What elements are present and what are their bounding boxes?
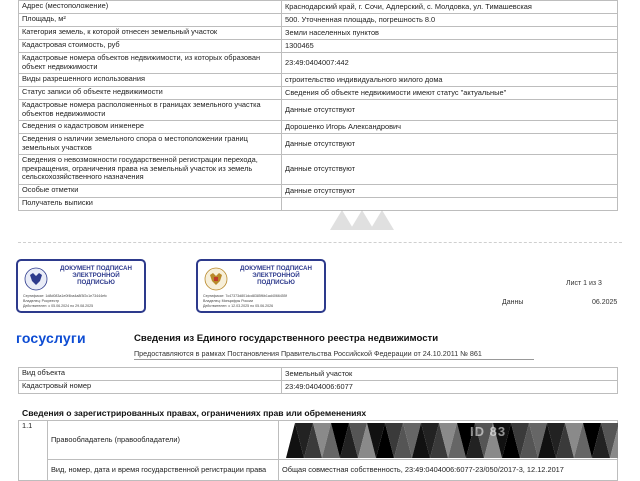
page-marker: Лист 1 из 3 (566, 280, 602, 287)
stamp-validity: Действителен: с 12.03.2025 по 05.06.2026 (203, 304, 274, 308)
rights-index: 1.1 (19, 421, 48, 481)
object-table (18, 367, 618, 394)
stamp-title-line: ПОДПИСЬЮ (257, 279, 295, 286)
table-row (19, 74, 618, 87)
row-value: Данные отсутствуют (282, 155, 618, 185)
table-row (19, 121, 618, 134)
table-row (19, 381, 618, 394)
table-row (19, 185, 618, 198)
row-label: Особые отметки (19, 185, 282, 198)
redaction-mosaic (286, 421, 618, 458)
row-value: 23:49:0404006:6077 (282, 381, 618, 394)
stamp-title-line: ДОКУМЕНТ ПОДПИСАН (60, 265, 132, 272)
table-row (19, 40, 618, 53)
rights-holder-label: Правообладатель (правообладатели) (48, 421, 279, 460)
stamp-title-line: ДОКУМЕНТ ПОДПИСАН (240, 265, 312, 272)
table-row (19, 198, 618, 211)
table-row (19, 53, 618, 74)
page-subtitle: Предоставляются в рамках Постановления Правительства Российской Федерации от 24.10.2011 № 861 (134, 349, 482, 358)
table-row (19, 87, 618, 100)
row-value: Земельный участок (282, 368, 618, 381)
rights-registration-value: Общая совместная собственность, 23:49:0404006:6077-23/050/2017-3, 12.12.2017 (279, 460, 618, 481)
date-fragment-end: 06.2025 (592, 299, 618, 306)
row-value: Данные отсутствуют (282, 185, 618, 198)
coat-of-arms-icon (24, 267, 48, 291)
header-rule (134, 359, 534, 360)
property-details-table (18, 0, 618, 211)
stamp-title-line: ПОДПИСЬЮ (77, 279, 115, 286)
row-label: Кадастровые номера объектов недвижимости, из которых образован объект недвижимости (19, 53, 282, 74)
row-value: Краснодарский край, г. Сочи, Адлерский, с. Молдовка, ул. Тимашевская (282, 1, 618, 14)
stamp-title-line: ЭЛЕКТРОННОЙ (252, 272, 300, 279)
table-row (19, 100, 618, 121)
row-value: строительство индивидуального жилого дома (282, 74, 618, 87)
coat-of-arms-icon (204, 267, 228, 291)
row-label: Вид объекта (19, 368, 282, 381)
table-row (19, 368, 618, 381)
table-row (19, 134, 618, 155)
date-fragment: Данны (502, 299, 524, 306)
rights-heading: Сведения о зарегистрированных правах, ограничениях прав или обременениях (22, 408, 367, 418)
signature-stamp-rosreestr (16, 259, 146, 313)
row-label: Адрес (местоположение) (19, 1, 282, 14)
table-row (19, 27, 618, 40)
watermark-pattern (330, 206, 410, 230)
page-separator (18, 242, 622, 243)
gosuslugi-logo: госуслуги (16, 330, 86, 346)
row-value: 500. Уточненная площадь, погрешность 8.0 (282, 14, 618, 27)
row-value: Земли населенных пунктов (282, 27, 618, 40)
row-value: 1300465 (282, 40, 618, 53)
row-value: 23:49:0404007:442 (282, 53, 618, 74)
stamp-owner: Владелец: Минцифры России (203, 299, 254, 303)
row-label: Получатель выписки (19, 198, 282, 211)
row-label: Виды разрешенного использования (19, 74, 282, 87)
stamp-owner: Владелец: Росреестр (23, 299, 60, 303)
stamp-certificate: Сертификат: 1d8d083a1e0f4ba4a8f3f2c1e73444efc (23, 294, 107, 298)
watermark-text: ID 83 (470, 424, 507, 439)
table-row (19, 1, 618, 14)
stamp-certificate: Сертификат: 7c47373d801dcd8385f6b1ad4066455f (203, 294, 287, 298)
table-row (19, 155, 618, 185)
row-label: Кадастровые номера расположенных в границах земельного участка объектов недвижимости (19, 100, 282, 121)
row-value: Данные отсутствуют (282, 100, 618, 121)
row-label: Сведения о кадастровом инженере (19, 121, 282, 134)
signature-stamp-mintsifry (196, 259, 326, 313)
row-value: Дорошенко Игорь Александрович (282, 121, 618, 134)
page-title: Сведения из Единого государственного реестра недвижимости (134, 333, 439, 344)
stamp-validity: Действителен: с 05.06.2024 по 29.08.2025 (23, 304, 94, 308)
row-label: Кадастровый номер (19, 381, 282, 394)
stamp-title-line: ЭЛЕКТРОННОЙ (72, 272, 120, 279)
row-label: Площадь, м² (19, 14, 282, 27)
row-label: Кадастровая стоимость, руб (19, 40, 282, 53)
row-label: Категория земель, к которой отнесен земельный участок (19, 27, 282, 40)
row-label: Сведения о невозможности государственной регистрации перехода, прекращения, ограничения права на земельный участок из земель сельскохозяйственного назначения (19, 155, 282, 185)
row-label: Статус записи об объекте недвижимости (19, 87, 282, 100)
table-row (19, 14, 618, 27)
row-value: Данные отсутствуют (282, 134, 618, 155)
row-value: Сведения об объекте недвижимости имеют статус "актуальные" (282, 87, 618, 100)
rights-registration-label: Вид, номер, дата и время государственной регистрации права (48, 460, 279, 481)
row-label: Сведения о наличии земельного спора о местоположении границ земельных участков (19, 134, 282, 155)
